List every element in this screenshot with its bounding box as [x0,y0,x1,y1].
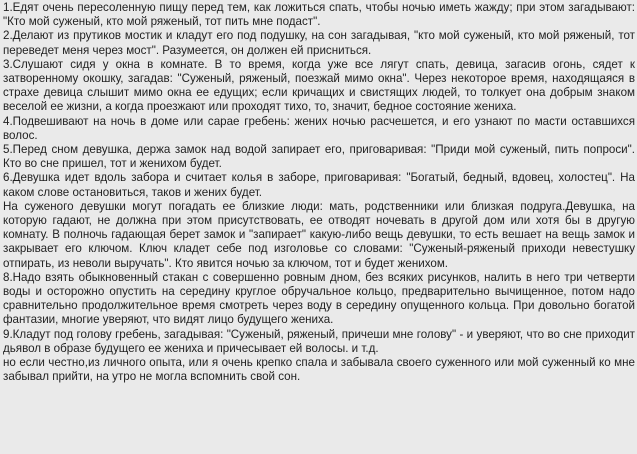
paragraph-4: 4.Подвешивают на ночь в доме или сарае гребень: жених ночью расчешется, и его узнают по масти оставшихся волос. [3,114,635,142]
paragraph-1: 1.Едят очень пересоленную пищу перед тем, как ложиться спать, чтобы ночью иметь жажду; при этом загадывают: "Кто мой суженый, кто мой ряженый, тот пить мне подаст". [3,1,635,29]
paragraph-2: 2.Делают из прутиков мостик и кладут его под подушку, на сон загадывая, "кто мой суженый, кто мой ряженый, тот переведет меня через мост". Разумеется, он должен ей присниться. [3,29,635,57]
paragraph-3: 3.Слушают сидя у окна в комнате. В то время, когда уже все лягут спать, девица, загасив огонь, сядет к затворенному окошку, загадав: "Суженый, ряженый, поезжай мимо окна". Через некоторое время, находящаяся в страхе девица слышит мимо окна ее едущих; если кричащих и свистящих людей, то толкует она добрым знаком веселой ее жизни, а когда проезжают или проходят тихо, то, значит, бедное состояние жениха. [3,57,635,114]
paragraph-8: 8.Надо взять обыкновенный стакан с совершенно ровным дном, без всяких рисунков, налить в него три четверти воды и осторожно опустить на середину круглое обручальное кольцо, предварительно вычищенное, потом надо сравнительно продолжительное время смотреть через воду в середину опущенного кольца. При довольно богатой фантазии, многие уверяют, что видят лицо будущего жениха. [3,270,635,327]
paragraph-6: 6.Девушка идет вдоль забора и считает колья в заборе, приговаривая: "Богатый, бедный, вдовец, холостец". На каком слове остановиться, таков и жених будет. [3,171,635,199]
paragraph-7: На суженого девушки могут погадать ее близкие люди: мать, родственники или близкая подруга.Девушка, на которую гадают, не должна при этом присутствовать, ее отводят ночевать в другой дом или хотя бы в другую комнату. В полночь гадающая берет замок и "запирает" какую-либо вещь девушки, то есть вешает на вещь замок и закрывает его ключом. Ключ кладет себе под изголовье со словами: "Суженый-ряженый приходи невестушку отпирать, из неволи выручать". Кто явится ночью за ключом, тот и будет женихом. [3,199,635,270]
paragraph-5: 5.Перед сном девушка, держа замок над водой запирает его, приговаривая: "Приди мой суженый, пить попроси". Кто во сне пришел, тот и женихом будет. [3,143,635,171]
paragraph-10: но если честно,из личного опыта, или я очень крепко спала и забывала своего суженного или мой суженный ко мне забывал прийти, на утро не могла вспомнить свой сон. [3,356,635,384]
paragraph-9: 9.Кладут под голову гребень, загадывая: "Суженый, ряженый, причеши мне голову" - и уверяют, что во сне приходит дьявол в образе будущего ее жениха и причесывает ей волосы. и т.д. [3,327,635,355]
